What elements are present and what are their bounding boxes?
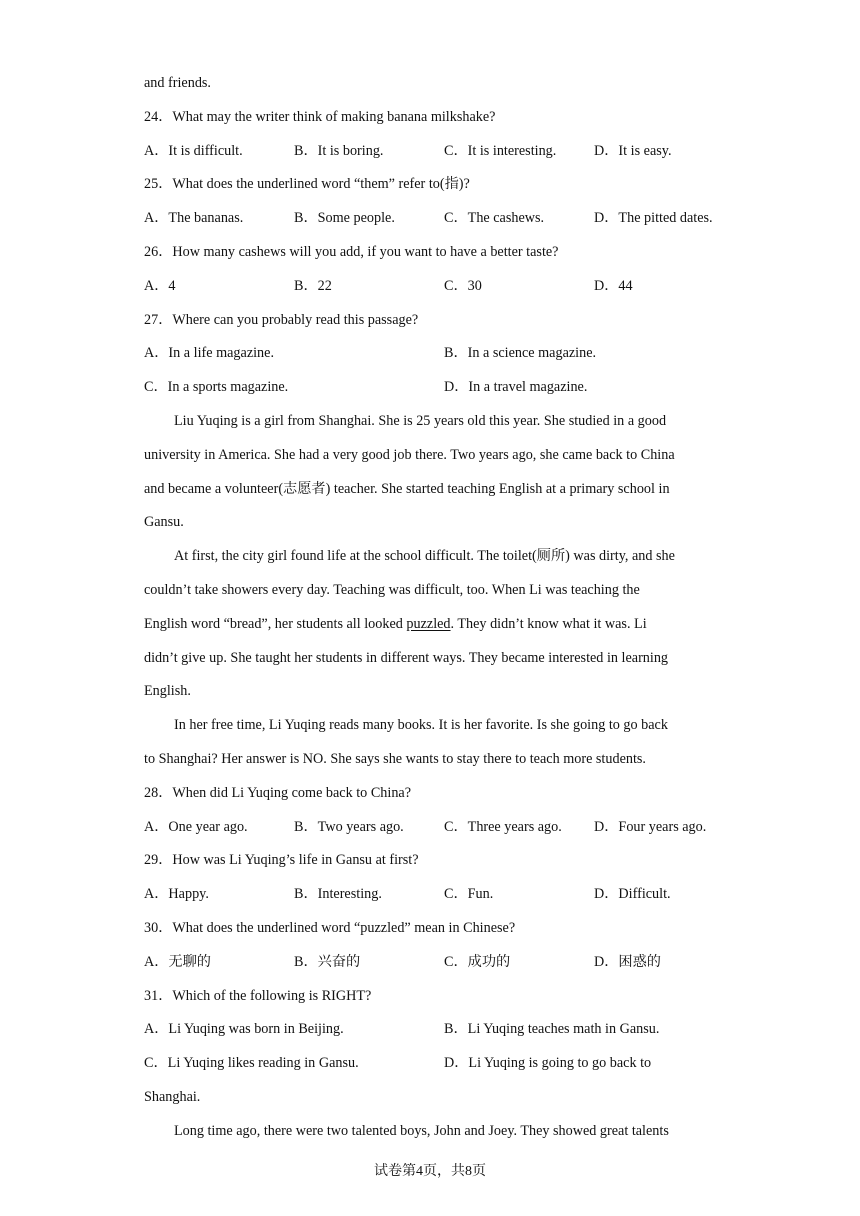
question-31: 31．Which of the following is RIGHT?	[144, 988, 372, 1004]
option-25-a: A．The bananas.	[144, 210, 244, 226]
passage-line: Gansu.	[144, 514, 184, 530]
option-30-b: B．兴奋的	[294, 954, 361, 970]
option-30-d: D．困惑的	[594, 954, 661, 970]
option-28-c: C．Three years ago.	[444, 819, 562, 835]
option-26-d: D．44	[594, 278, 633, 294]
option-30-a: A．无聊的	[144, 954, 211, 970]
passage-line: university in America. She had a very good job there. Two years ago, she came back to China	[144, 447, 675, 463]
option-25-c: C．The cashews.	[444, 210, 545, 226]
option-24-a: A．It is difficult.	[144, 143, 243, 159]
passage-text: English word “bread”, her students all looked	[144, 616, 407, 632]
option-29-d: D．Difficult.	[594, 886, 671, 902]
option-24-d: D．It is easy.	[594, 143, 672, 159]
option-24-c: C．It is interesting.	[444, 143, 557, 159]
option-31-a: A．Li Yuqing was born in Beijing.	[144, 1021, 344, 1037]
passage-line: to Shanghai? Her answer is NO. She says she wants to stay there to teach more students.	[144, 751, 646, 767]
passage-line	[144, 614, 647, 634]
option-27-b: B．In a science magazine.	[444, 345, 597, 361]
passage-line: Liu Yuqing is a girl from Shanghai. She is 25 years old this year. She studied in a good	[174, 413, 667, 429]
passage-line: and friends.	[144, 75, 211, 91]
question-28: 28．When did Li Yuqing come back to China?	[144, 785, 412, 801]
option-31-b: B．Li Yuqing teaches math in Gansu.	[444, 1021, 660, 1037]
option-30-c: C．成功的	[444, 954, 511, 970]
option-29-b: B．Interesting.	[294, 886, 382, 902]
passage-line: English.	[144, 683, 191, 699]
option-26-c: C．30	[444, 278, 482, 294]
option-31-d-continued: Shanghai.	[144, 1089, 201, 1105]
passage-line: couldn’t take showers every day. Teaching was difficult, too. When Li was teaching the	[144, 582, 640, 598]
question-24: 24．What may the writer think of making banana milkshake?	[144, 109, 496, 125]
passage-line: and became a volunteer(志愿者) teacher. She started teaching English at a primary school in	[144, 481, 670, 497]
option-31-d: D．Li Yuqing is going to go back to	[444, 1055, 652, 1071]
passage-line: didn’t give up. She taught her students in different ways. They became interested in learning	[144, 650, 669, 666]
option-29-c: C．Fun.	[444, 886, 494, 902]
option-31-c: C．Li Yuqing likes reading in Gansu.	[144, 1055, 359, 1071]
option-25-b: B．Some people.	[294, 210, 395, 226]
option-27-c: C．In a sports magazine.	[144, 379, 289, 395]
option-28-a: A．One year ago.	[144, 819, 248, 835]
passage-line: In her free time, Li Yuqing reads many books. It is her favorite. Is she going to go back	[174, 717, 668, 733]
question-27: 27．Where can you probably read this passage?	[144, 312, 419, 328]
option-26-a: A．4	[144, 278, 176, 294]
option-24-b: B．It is boring.	[294, 143, 384, 159]
option-28-b: B．Two years ago.	[294, 819, 404, 835]
option-25-d: D．The pitted dates.	[594, 210, 713, 226]
question-26: 26．How many cashews will you add, if you want to have a better taste?	[144, 244, 559, 260]
option-29-a: A．Happy.	[144, 886, 209, 902]
question-30: 30．What does the underlined word “puzzled” mean in Chinese?	[144, 920, 516, 936]
option-28-d: D．Four years ago.	[594, 819, 707, 835]
option-27-d: D．In a travel magazine.	[444, 379, 588, 395]
underlined-word-puzzled: puzzled	[406, 616, 451, 632]
page-footer: 试卷第4页，共8页	[374, 1164, 486, 1179]
passage-text: . They didn’t know what it was. Li	[450, 616, 647, 632]
passage-line: At first, the city girl found life at the school difficult. The toilet(厕所) was dirty, and she	[174, 548, 675, 564]
question-29: 29．How was Li Yuqing’s life in Gansu at first?	[144, 852, 419, 868]
question-25: 25．What does the underlined word “them” refer to(指)?	[144, 176, 470, 192]
option-26-b: B．22	[294, 278, 332, 294]
option-27-a: A．In a life magazine.	[144, 345, 274, 361]
passage-line: Long time ago, there were two talented boys, John and Joey. They showed great talents	[174, 1123, 669, 1139]
